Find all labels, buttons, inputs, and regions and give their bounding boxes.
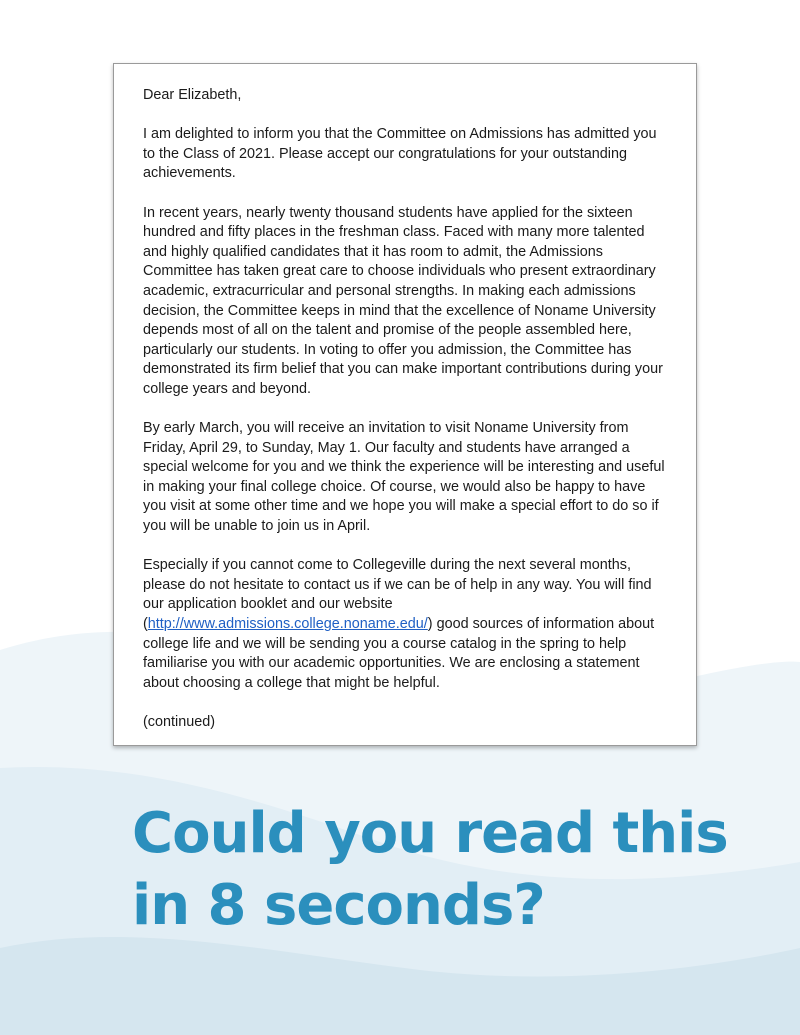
contact-text-end: ) good sources of information about college life and we will be sending you a course catalog in the spring to help familiarise you with our academic opportunities. We are enclosing a statement about choosing a college that might be helpful.: [143, 616, 655, 691]
letter-paragraph-selection: In recent years, nearly twenty thousand students have applied for the sixteen hundred and fifty places in the freshman class. Faced with many more talented and highly qualified candidates that it has room to admit, the Admissions Committee has taken great care to choose individuals who present extraordinary academic, extracurricular and personal strengths. In making each admissions decision, the Committee keeps in mind that the excellence of Noname University depends most of all on the talent and promise of the people assembled here, particularly our students. In voting to offer you admission, the Committee has demonstrated its firm belief that you can make important contributions during your college years and beyond.: [143, 204, 663, 397]
letter-body: [143, 86, 672, 733]
headline-line-2: in 8 seconds?: [132, 873, 545, 938]
admission-letter: [113, 63, 697, 746]
headline: [132, 798, 772, 942]
letter-paragraph-admission: I am delighted to inform you that the Committee on Admissions has admitted you to the Class of 2021. Please accept our congratulations for your outstanding achievements.: [143, 126, 657, 182]
letter-greeting: Dear Elizabeth,: [143, 87, 242, 103]
letter-paragraph-visit: By early March, you will receive an invitation to visit Noname University from Friday, April 29, to Sunday, May 1. Our faculty and students have arranged a special welcome for you and we think the experience will be interesting and useful in making your final college choice. Of course, we would also be happy to have you visit at some other time and we hope you will make a special effort to do so if you will be unable to join us in April.: [143, 420, 665, 535]
admissions-website-link[interactable]: http://www.admissions.college.noname.edu/: [147, 616, 428, 633]
contact-text-start: Especially if you cannot come to Collegeville during the next several months, please do not hesitate to contact us if we can be of help in any way. You will find our application booklet and our website (: [143, 557, 652, 633]
letter-paragraph-contact: [143, 556, 672, 693]
headline-line-1: Could you read this: [132, 801, 728, 866]
letter-continued-note: (continued): [143, 714, 215, 730]
